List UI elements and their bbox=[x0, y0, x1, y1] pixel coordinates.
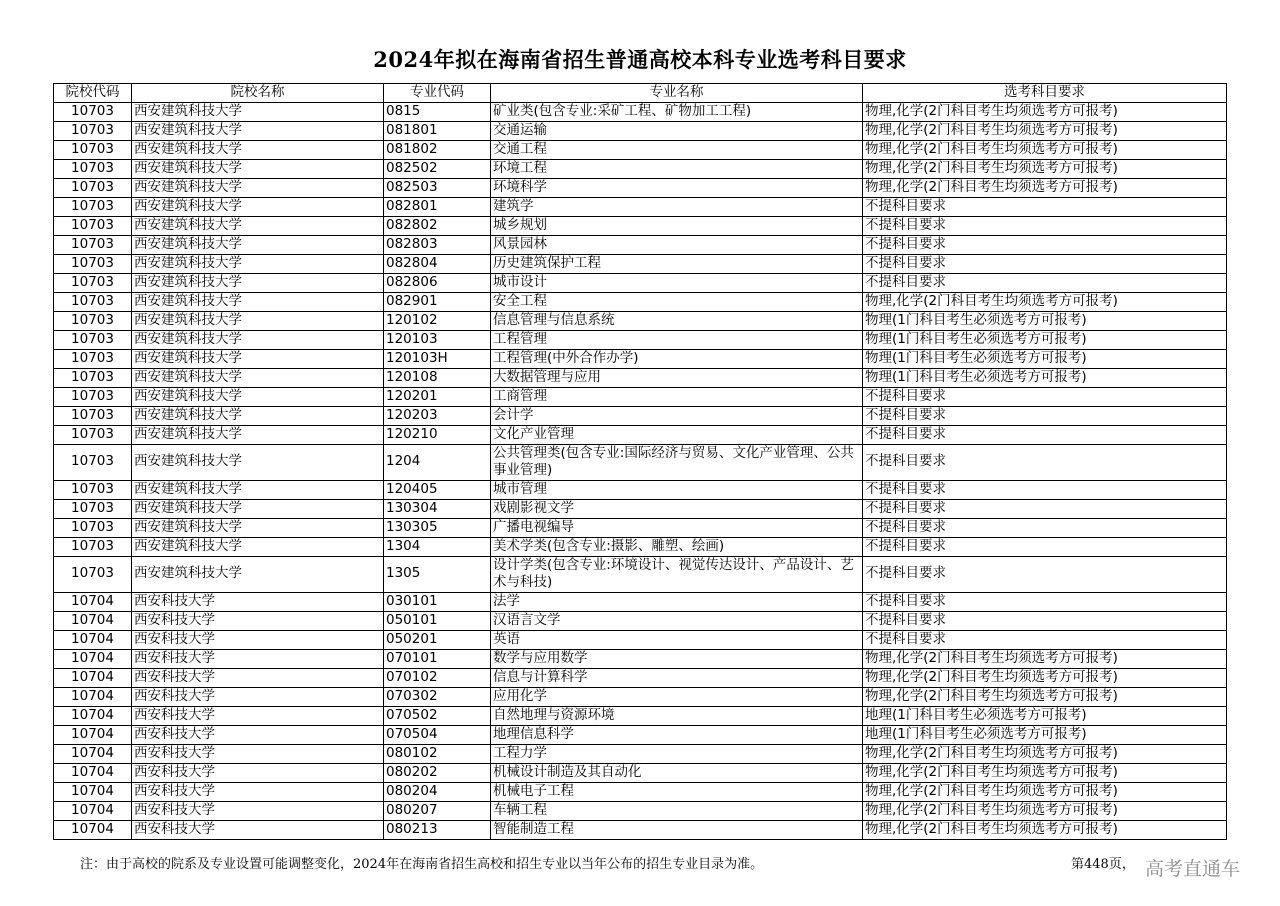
major-name-cell: 城市管理 bbox=[491, 480, 863, 499]
major-code-cell: 070101 bbox=[384, 649, 491, 668]
school-code-cell: 10704 bbox=[54, 763, 132, 782]
table-row bbox=[54, 349, 1227, 368]
school-code-cell: 10703 bbox=[54, 216, 132, 235]
major-name-cell: 文化产业管理 bbox=[491, 425, 863, 444]
major-name-cell: 交通工程 bbox=[491, 140, 863, 159]
school-name-cell: 西安科技大学 bbox=[132, 611, 384, 630]
major-code-cell: 080202 bbox=[384, 763, 491, 782]
table-row bbox=[54, 273, 1227, 292]
table-row bbox=[54, 178, 1227, 197]
school-code-cell: 10703 bbox=[54, 292, 132, 311]
table-row bbox=[54, 330, 1227, 349]
major-code-cell: 081801 bbox=[384, 121, 491, 140]
school-code-cell: 10704 bbox=[54, 706, 132, 725]
school-code-cell: 10704 bbox=[54, 820, 132, 839]
table-row bbox=[54, 725, 1227, 744]
major-name-cell: 应用化学 bbox=[491, 687, 863, 706]
subject-requirement-cell: 不提科目要求 bbox=[863, 216, 1227, 235]
subject-requirement-cell: 物理(1门科目考生必须选考方可报考) bbox=[863, 330, 1227, 349]
school-name-cell: 西安建筑科技大学 bbox=[132, 406, 384, 425]
table-row bbox=[54, 611, 1227, 630]
major-name-cell: 城乡规划 bbox=[491, 216, 863, 235]
watermark: 高考直通车 bbox=[1145, 858, 1241, 880]
major-name-cell: 智能制造工程 bbox=[491, 820, 863, 839]
school-name-cell: 西安建筑科技大学 bbox=[132, 444, 384, 480]
major-code-cell: 082803 bbox=[384, 235, 491, 254]
school-code-cell: 10703 bbox=[54, 235, 132, 254]
subject-requirement-cell: 物理,化学(2门科目考生均须选考方可报考) bbox=[863, 668, 1227, 687]
major-name-cell: 工程管理(中外合作办学) bbox=[491, 349, 863, 368]
major-name-cell: 信息管理与信息系统 bbox=[491, 311, 863, 330]
major-code-cell: 120210 bbox=[384, 425, 491, 444]
major-name-cell: 环境工程 bbox=[491, 159, 863, 178]
school-code-cell: 10703 bbox=[54, 444, 132, 480]
table-row bbox=[54, 687, 1227, 706]
subject-requirement-cell: 不提科目要求 bbox=[863, 518, 1227, 537]
school-name-cell: 西安建筑科技大学 bbox=[132, 178, 384, 197]
school-name-cell: 西安建筑科技大学 bbox=[132, 480, 384, 499]
subject-requirement-cell: 不提科目要求 bbox=[863, 499, 1227, 518]
major-code-cell: 082502 bbox=[384, 159, 491, 178]
table-row bbox=[54, 518, 1227, 537]
major-code-cell: 120405 bbox=[384, 480, 491, 499]
school-code-cell: 10704 bbox=[54, 649, 132, 668]
school-code-cell: 10703 bbox=[54, 368, 132, 387]
table-row bbox=[54, 630, 1227, 649]
table-row bbox=[54, 706, 1227, 725]
major-code-cell: 120203 bbox=[384, 406, 491, 425]
major-name-cell: 环境科学 bbox=[491, 178, 863, 197]
table-row bbox=[54, 556, 1227, 592]
table-row bbox=[54, 197, 1227, 216]
school-name-cell: 西安建筑科技大学 bbox=[132, 537, 384, 556]
major-code-cell: 082806 bbox=[384, 273, 491, 292]
major-name-cell: 风景园林 bbox=[491, 235, 863, 254]
major-name-cell: 地理信息科学 bbox=[491, 725, 863, 744]
school-name-cell: 西安建筑科技大学 bbox=[132, 102, 384, 121]
table-row bbox=[54, 406, 1227, 425]
school-name-cell: 西安建筑科技大学 bbox=[132, 368, 384, 387]
subject-requirement-cell: 不提科目要求 bbox=[863, 611, 1227, 630]
school-name-cell: 西安建筑科技大学 bbox=[132, 216, 384, 235]
subject-requirement-cell: 物理(1门科目考生必须选考方可报考) bbox=[863, 311, 1227, 330]
school-code-cell: 10704 bbox=[54, 725, 132, 744]
table-row bbox=[54, 499, 1227, 518]
major-code-cell: 080102 bbox=[384, 744, 491, 763]
major-code-cell: 120102 bbox=[384, 311, 491, 330]
subject-requirement-cell: 物理,化学(2门科目考生均须选考方可报考) bbox=[863, 121, 1227, 140]
subject-requirement-cell: 物理,化学(2门科目考生均须选考方可报考) bbox=[863, 140, 1227, 159]
subject-requirement-cell: 物理(1门科目考生必须选考方可报考) bbox=[863, 368, 1227, 387]
major-code-cell: 082804 bbox=[384, 254, 491, 273]
major-name-cell: 城市设计 bbox=[491, 273, 863, 292]
table-header-row bbox=[54, 84, 1227, 103]
subject-requirement-cell: 物理,化学(2门科目考生均须选考方可报考) bbox=[863, 292, 1227, 311]
school-name-cell: 西安建筑科技大学 bbox=[132, 556, 384, 592]
school-code-cell: 10703 bbox=[54, 349, 132, 368]
major-name-cell: 机械设计制造及其自动化 bbox=[491, 763, 863, 782]
page-number: 第448页， bbox=[1071, 857, 1135, 872]
school-code-cell: 10703 bbox=[54, 499, 132, 518]
major-code-cell: 082802 bbox=[384, 216, 491, 235]
school-name-cell: 西安科技大学 bbox=[132, 725, 384, 744]
table-row bbox=[54, 140, 1227, 159]
table-row bbox=[54, 292, 1227, 311]
school-code-cell: 10703 bbox=[54, 330, 132, 349]
school-name-cell: 西安科技大学 bbox=[132, 687, 384, 706]
major-name-cell: 历史建筑保护工程 bbox=[491, 254, 863, 273]
major-code-cell: 080207 bbox=[384, 801, 491, 820]
major-name-cell: 公共管理类(包含专业:国际经济与贸易、文化产业管理、公共事业管理) bbox=[491, 444, 863, 480]
requirements-table bbox=[53, 83, 1227, 840]
major-code-cell: 120103 bbox=[384, 330, 491, 349]
table-row bbox=[54, 387, 1227, 406]
school-code-cell: 10703 bbox=[54, 406, 132, 425]
major-code-cell: 120103H bbox=[384, 349, 491, 368]
subject-requirement-cell: 物理,化学(2门科目考生均须选考方可报考) bbox=[863, 763, 1227, 782]
school-name-cell: 西安建筑科技大学 bbox=[132, 311, 384, 330]
school-name-cell: 西安科技大学 bbox=[132, 763, 384, 782]
major-code-cell: 082503 bbox=[384, 178, 491, 197]
major-name-cell: 大数据管理与应用 bbox=[491, 368, 863, 387]
major-code-cell: 082801 bbox=[384, 197, 491, 216]
school-name-cell: 西安建筑科技大学 bbox=[132, 292, 384, 311]
major-code-cell: 070504 bbox=[384, 725, 491, 744]
school-code-cell: 10703 bbox=[54, 480, 132, 499]
major-code-cell: 130305 bbox=[384, 518, 491, 537]
major-name-cell: 英语 bbox=[491, 630, 863, 649]
school-code-cell: 10704 bbox=[54, 611, 132, 630]
school-code-cell: 10704 bbox=[54, 782, 132, 801]
table-row bbox=[54, 121, 1227, 140]
school-name-cell: 西安科技大学 bbox=[132, 744, 384, 763]
school-code-cell: 10703 bbox=[54, 140, 132, 159]
major-name-cell: 数学与应用数学 bbox=[491, 649, 863, 668]
table-row bbox=[54, 537, 1227, 556]
school-code-cell: 10703 bbox=[54, 537, 132, 556]
subject-requirement-cell: 不提科目要求 bbox=[863, 444, 1227, 480]
major-code-cell: 0815 bbox=[384, 102, 491, 121]
major-name-cell: 机械电子工程 bbox=[491, 782, 863, 801]
school-name-cell: 西安建筑科技大学 bbox=[132, 330, 384, 349]
subject-requirement-cell: 不提科目要求 bbox=[863, 425, 1227, 444]
table-row bbox=[54, 425, 1227, 444]
major-code-cell: 120108 bbox=[384, 368, 491, 387]
table-row bbox=[54, 649, 1227, 668]
subject-requirement-cell: 物理,化学(2门科目考生均须选考方可报考) bbox=[863, 744, 1227, 763]
table-row bbox=[54, 311, 1227, 330]
subject-requirement-cell: 不提科目要求 bbox=[863, 592, 1227, 611]
school-name-cell: 西安科技大学 bbox=[132, 630, 384, 649]
school-name-cell: 西安科技大学 bbox=[132, 668, 384, 687]
major-code-cell: 080204 bbox=[384, 782, 491, 801]
footer-note: 注：由于高校的院系及专业设置可能调整变化，2024年在海南省招生高校和招生专业以当年公布的招生专业目录为准。 bbox=[80, 857, 764, 872]
major-name-cell: 会计学 bbox=[491, 406, 863, 425]
subject-requirement-cell: 不提科目要求 bbox=[863, 537, 1227, 556]
school-code-cell: 10703 bbox=[54, 273, 132, 292]
major-code-cell: 082901 bbox=[384, 292, 491, 311]
major-name-cell: 美术学类(包含专业:摄影、雕塑、绘画) bbox=[491, 537, 863, 556]
major-name-cell: 矿业类(包含专业:采矿工程、矿物加工工程) bbox=[491, 102, 863, 121]
school-name-cell: 西安建筑科技大学 bbox=[132, 499, 384, 518]
table-row bbox=[54, 159, 1227, 178]
header-subject-requirement: 选考科目要求 bbox=[863, 84, 1227, 103]
major-name-cell: 安全工程 bbox=[491, 292, 863, 311]
subject-requirement-cell: 物理,化学(2门科目考生均须选考方可报考) bbox=[863, 102, 1227, 121]
school-code-cell: 10704 bbox=[54, 630, 132, 649]
school-code-cell: 10704 bbox=[54, 687, 132, 706]
school-name-cell: 西安建筑科技大学 bbox=[132, 425, 384, 444]
subject-requirement-cell: 物理,化学(2门科目考生均须选考方可报考) bbox=[863, 178, 1227, 197]
major-code-cell: 080213 bbox=[384, 820, 491, 839]
school-name-cell: 西安建筑科技大学 bbox=[132, 273, 384, 292]
major-code-cell: 1304 bbox=[384, 537, 491, 556]
major-name-cell: 自然地理与资源环境 bbox=[491, 706, 863, 725]
school-code-cell: 10704 bbox=[54, 801, 132, 820]
major-name-cell: 广播电视编导 bbox=[491, 518, 863, 537]
school-code-cell: 10703 bbox=[54, 556, 132, 592]
subject-requirement-cell: 物理(1门科目考生必须选考方可报考) bbox=[863, 349, 1227, 368]
major-name-cell: 汉语言文学 bbox=[491, 611, 863, 630]
school-code-cell: 10704 bbox=[54, 668, 132, 687]
school-code-cell: 10703 bbox=[54, 425, 132, 444]
school-name-cell: 西安科技大学 bbox=[132, 649, 384, 668]
subject-requirement-cell: 不提科目要求 bbox=[863, 556, 1227, 592]
school-code-cell: 10703 bbox=[54, 311, 132, 330]
subject-requirement-cell: 不提科目要求 bbox=[863, 273, 1227, 292]
subject-requirement-cell: 物理,化学(2门科目考生均须选考方可报考) bbox=[863, 649, 1227, 668]
major-code-cell: 070502 bbox=[384, 706, 491, 725]
table-row bbox=[54, 744, 1227, 763]
table-row bbox=[54, 801, 1227, 820]
major-code-cell: 070102 bbox=[384, 668, 491, 687]
major-name-cell: 建筑学 bbox=[491, 197, 863, 216]
major-name-cell: 交通运输 bbox=[491, 121, 863, 140]
major-name-cell: 工程力学 bbox=[491, 744, 863, 763]
subject-requirement-cell: 不提科目要求 bbox=[863, 406, 1227, 425]
subject-requirement-cell: 不提科目要求 bbox=[863, 480, 1227, 499]
table-row bbox=[54, 235, 1227, 254]
major-code-cell: 130304 bbox=[384, 499, 491, 518]
table-row bbox=[54, 368, 1227, 387]
school-name-cell: 西安科技大学 bbox=[132, 706, 384, 725]
school-name-cell: 西安建筑科技大学 bbox=[132, 121, 384, 140]
school-code-cell: 10704 bbox=[54, 744, 132, 763]
major-name-cell: 法学 bbox=[491, 592, 863, 611]
school-code-cell: 10703 bbox=[54, 102, 132, 121]
school-name-cell: 西安建筑科技大学 bbox=[132, 387, 384, 406]
school-name-cell: 西安建筑科技大学 bbox=[132, 349, 384, 368]
header-school-name: 院校名称 bbox=[132, 84, 384, 103]
major-name-cell: 工商管理 bbox=[491, 387, 863, 406]
subject-requirement-cell: 不提科目要求 bbox=[863, 197, 1227, 216]
school-name-cell: 西安建筑科技大学 bbox=[132, 235, 384, 254]
header-major-code: 专业代码 bbox=[384, 84, 491, 103]
school-name-cell: 西安科技大学 bbox=[132, 782, 384, 801]
school-name-cell: 西安科技大学 bbox=[132, 820, 384, 839]
table-row bbox=[54, 782, 1227, 801]
major-code-cell: 030101 bbox=[384, 592, 491, 611]
major-code-cell: 120201 bbox=[384, 387, 491, 406]
school-name-cell: 西安科技大学 bbox=[132, 801, 384, 820]
school-name-cell: 西安建筑科技大学 bbox=[132, 254, 384, 273]
table-row bbox=[54, 668, 1227, 687]
subject-requirement-cell: 不提科目要求 bbox=[863, 235, 1227, 254]
school-code-cell: 10703 bbox=[54, 121, 132, 140]
school-code-cell: 10703 bbox=[54, 387, 132, 406]
school-name-cell: 西安建筑科技大学 bbox=[132, 518, 384, 537]
subject-requirement-cell: 物理,化学(2门科目考生均须选考方可报考) bbox=[863, 782, 1227, 801]
major-code-cell: 081802 bbox=[384, 140, 491, 159]
subject-requirement-cell: 地理(1门科目考生必须选考方可报考) bbox=[863, 706, 1227, 725]
school-code-cell: 10703 bbox=[54, 197, 132, 216]
subject-requirement-cell: 不提科目要求 bbox=[863, 630, 1227, 649]
page-title: 2024年拟在海南省招生普通高校本科专业选考科目要求 bbox=[373, 47, 907, 72]
school-code-cell: 10704 bbox=[54, 592, 132, 611]
major-code-cell: 070302 bbox=[384, 687, 491, 706]
school-code-cell: 10703 bbox=[54, 159, 132, 178]
subject-requirement-cell: 地理(1门科目考生必须选考方可报考) bbox=[863, 725, 1227, 744]
subject-requirement-cell: 物理,化学(2门科目考生均须选考方可报考) bbox=[863, 801, 1227, 820]
table-row bbox=[54, 480, 1227, 499]
school-name-cell: 西安建筑科技大学 bbox=[132, 197, 384, 216]
major-code-cell: 1204 bbox=[384, 444, 491, 480]
table-row bbox=[54, 592, 1227, 611]
major-code-cell: 050201 bbox=[384, 630, 491, 649]
table-row bbox=[54, 216, 1227, 235]
major-code-cell: 1305 bbox=[384, 556, 491, 592]
school-code-cell: 10703 bbox=[54, 518, 132, 537]
school-name-cell: 西安建筑科技大学 bbox=[132, 159, 384, 178]
table-row bbox=[54, 102, 1227, 121]
school-name-cell: 西安建筑科技大学 bbox=[132, 140, 384, 159]
subject-requirement-cell: 物理,化学(2门科目考生均须选考方可报考) bbox=[863, 687, 1227, 706]
table-row bbox=[54, 763, 1227, 782]
school-name-cell: 西安科技大学 bbox=[132, 592, 384, 611]
subject-requirement-cell: 不提科目要求 bbox=[863, 254, 1227, 273]
table-row bbox=[54, 254, 1227, 273]
major-name-cell: 车辆工程 bbox=[491, 801, 863, 820]
subject-requirement-cell: 物理,化学(2门科目考生均须选考方可报考) bbox=[863, 159, 1227, 178]
major-name-cell: 信息与计算科学 bbox=[491, 668, 863, 687]
major-name-cell: 设计学类(包含专业:环境设计、视觉传达设计、产品设计、艺术与科技) bbox=[491, 556, 863, 592]
table-row bbox=[54, 444, 1227, 480]
major-name-cell: 戏剧影视文学 bbox=[491, 499, 863, 518]
header-school-code: 院校代码 bbox=[54, 84, 132, 103]
school-code-cell: 10703 bbox=[54, 254, 132, 273]
header-major-name: 专业名称 bbox=[491, 84, 863, 103]
subject-requirement-cell: 不提科目要求 bbox=[863, 387, 1227, 406]
major-name-cell: 工程管理 bbox=[491, 330, 863, 349]
table-row bbox=[54, 820, 1227, 839]
subject-requirement-cell: 物理,化学(2门科目考生均须选考方可报考) bbox=[863, 820, 1227, 839]
major-code-cell: 050101 bbox=[384, 611, 491, 630]
school-code-cell: 10703 bbox=[54, 178, 132, 197]
